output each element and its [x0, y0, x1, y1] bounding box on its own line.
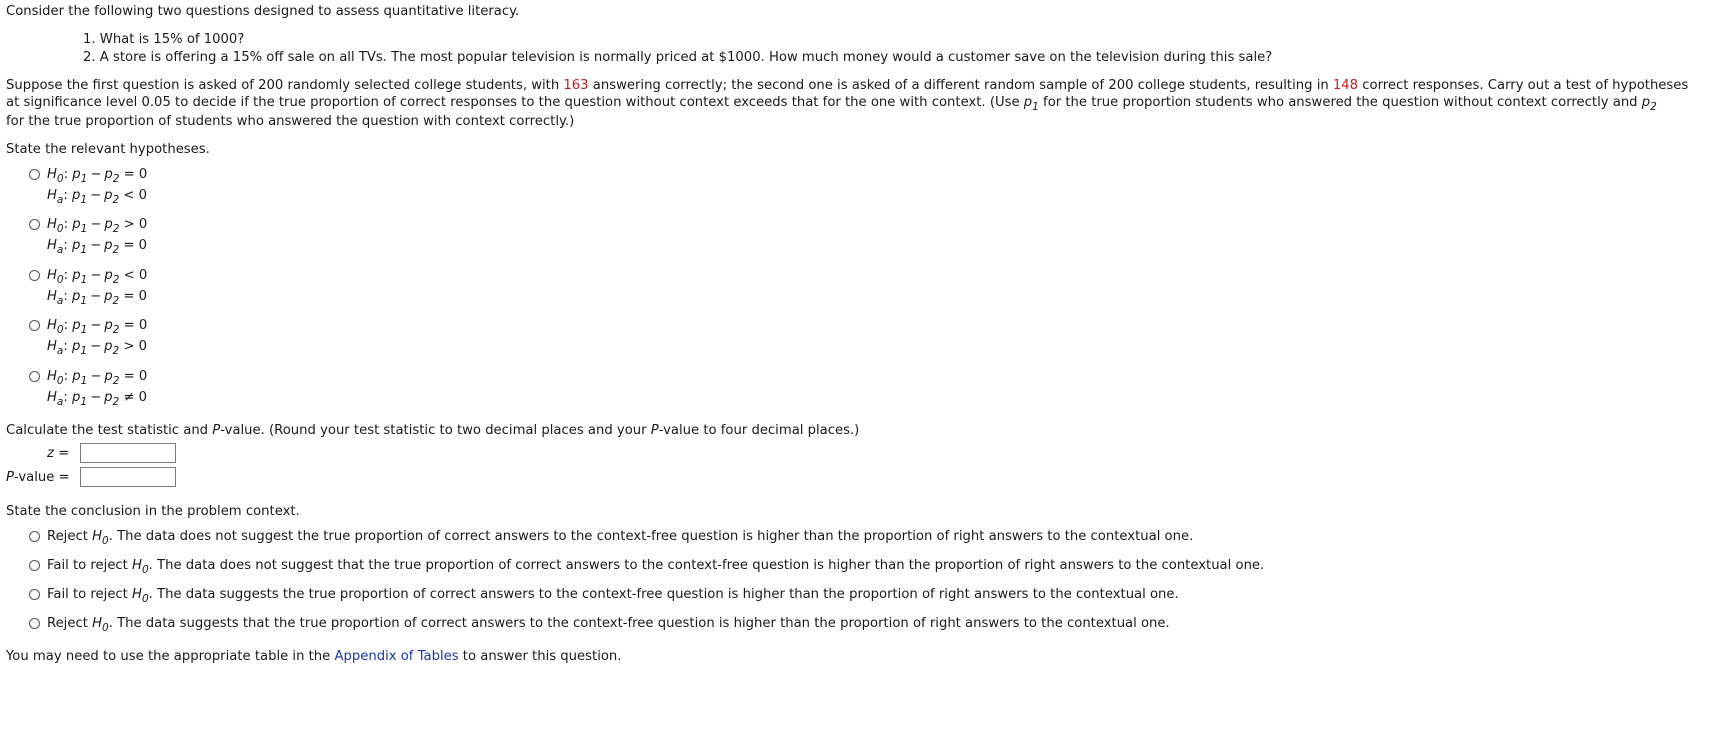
conclusion-radio[interactable]	[29, 560, 40, 571]
conclusion-prefix: Fail to reject	[47, 587, 133, 602]
conclusion-body: . The data suggests the true proportion of correct answers to the context-free question is higher than the proportion of right answers to the contextual one.	[148, 587, 1179, 602]
relation-symbol: =	[123, 167, 135, 182]
hypothesis-radio[interactable]	[29, 270, 40, 281]
count-second-sample: 148	[1332, 78, 1359, 93]
intro-text: Consider the following two questions designed to assess quantitative literacy.	[6, 4, 520, 19]
p2-symbol: $p_2$	[1641, 95, 1657, 113]
appendix-link[interactable]: Appendix of Tables	[334, 649, 459, 664]
footer-text: You may need to use the appropriate table in the	[6, 649, 335, 664]
p-symbol: P	[212, 423, 221, 438]
null-hypothesis: $H_0$: $p_1 - p_2 = 0$	[47, 318, 148, 336]
scenario-text: at significance level 0.05 to decide if the true proportion of correct responses to the question without context exceeds that for the one with context. (Use	[6, 95, 1024, 110]
hypothesis-value: 0	[138, 289, 148, 304]
relation-symbol: <	[123, 188, 135, 203]
question-2: 2. A store is offering a 15% off sale on all TVs. The most popular television is normally priced at $1000. How much money would a customer save on the television during this sale?	[83, 50, 1273, 65]
conclusion-option-text: Reject $H_0$. The data does not suggest the true proportion of correct answers to the context-free question is higher than the proportion of right answers to the contextual one.	[47, 529, 1194, 547]
hypothesis-radio[interactable]	[29, 169, 40, 180]
calc-text: Calculate the test statistic and	[6, 423, 213, 438]
hypothesis-radio[interactable]	[29, 219, 40, 230]
z-input[interactable]	[80, 443, 176, 463]
scenario-text: answering correctly; the second one is asked of a different random sample of 200 college students, resulting in	[588, 78, 1333, 93]
relation-symbol: =	[123, 369, 135, 384]
p-value-input[interactable]	[80, 467, 176, 487]
hypothesis-value: 0	[138, 268, 148, 283]
null-hypothesis: $H_0$: $p_1 - p_2 = 0$	[47, 369, 148, 387]
hypothesis-value: 0	[138, 188, 148, 203]
calc-text: -value. (Round your test statistic to two decimal places and your	[220, 423, 651, 438]
null-hypothesis: $H_0$: $p_1 - p_2 < 0$	[47, 268, 148, 286]
null-hypothesis: $H_0$: $p_1 - p_2 = 0$	[47, 167, 148, 185]
scenario-line-3: for the true proportion of students who answered the question with context correctly.)	[6, 114, 575, 129]
scenario-line-1	[6, 78, 1688, 93]
hypothesis-value: 0	[138, 339, 148, 354]
scenario-text: correct responses. Carry out a test of hypotheses	[1358, 78, 1689, 93]
null-hypothesis: $H_0$: $p_1 - p_2 > 0$	[47, 217, 148, 235]
alternative-hypothesis: $H_a$: $p_1 - p_2 < 0$	[47, 188, 148, 206]
conclusion-body: . The data suggests that the true proportion of correct answers to the context-free question is higher than the proportion of right answers to the contextual one.	[108, 616, 1170, 631]
conclusion-option-text: Reject $H_0$. The data suggests that the true proportion of correct answers to the context-free question is higher than the proportion of right answers to the contextual one.	[47, 616, 1170, 634]
relation-symbol: ≠	[123, 390, 135, 405]
p-value-text: -value	[13, 470, 55, 485]
p-symbol: P	[650, 423, 659, 438]
alternative-hypothesis: $H_a$: $p_1 - p_2 > 0$	[47, 339, 148, 357]
calc-text: -value to four decimal places.)	[658, 423, 860, 438]
alternative-hypothesis: $H_a$: $p_1 - p_2 = 0$	[47, 238, 148, 256]
hypothesis-value: 0	[138, 167, 148, 182]
conclusion-prompt: State the conclusion in the problem context.	[6, 504, 300, 519]
equals-sign: =	[58, 470, 70, 485]
p-value-label	[6, 470, 70, 485]
hypothesis-value: 0	[138, 390, 148, 405]
hypotheses-prompt: State the relevant hypotheses.	[6, 142, 210, 157]
question-1: 1. What is 15% of 1000?	[83, 32, 245, 47]
conclusion-radio[interactable]	[29, 618, 40, 629]
alternative-hypothesis: $H_a$: $p_1 - p_2 = 0$	[47, 289, 148, 307]
conclusion-option-text: Fail to reject $H_0$. The data suggests the true proportion of correct answers to the context-free question is higher than the proportion of right answers to the contextual one.	[47, 587, 1179, 605]
count-first-sample: 163	[563, 78, 589, 93]
footer-note	[6, 649, 621, 664]
alternative-hypothesis: $H_a$: $p_1 - p_2 \ne 0$	[47, 390, 148, 408]
conclusion-option-text: Fail to reject $H_0$. The data does not suggest that the true proportion of correct answers to the context-free question is higher than the proportion of right answers to the contextual one.	[47, 558, 1265, 576]
relation-symbol: =	[123, 289, 135, 304]
hypothesis-radio[interactable]	[29, 371, 40, 382]
conclusion-body: . The data does not suggest the true proportion of correct answers to the context-free question is higher than the proportion of right answers to the contextual one.	[108, 529, 1194, 544]
scenario-line-2	[6, 95, 1657, 113]
conclusion-prefix: Reject	[47, 616, 93, 631]
relation-symbol: >	[123, 217, 135, 232]
calc-prompt	[6, 423, 859, 438]
conclusion-body: . The data does not suggest that the true proportion of correct answers to the context-free question is higher than the proportion of right answers to the contextual one.	[148, 558, 1265, 573]
conclusion-radio[interactable]	[29, 589, 40, 600]
relation-symbol: >	[123, 339, 135, 354]
hypothesis-value: 0	[138, 369, 148, 384]
relation-symbol: =	[123, 238, 135, 253]
hypothesis-value: 0	[138, 318, 148, 333]
z-label	[47, 446, 69, 461]
hypothesis-radio[interactable]	[29, 320, 40, 331]
conclusion-radio[interactable]	[29, 531, 40, 542]
z-symbol: z	[47, 446, 54, 461]
hypothesis-value: 0	[138, 217, 148, 232]
relation-symbol: <	[123, 268, 135, 283]
hypothesis-value: 0	[138, 238, 148, 253]
p-symbol: P	[6, 470, 14, 485]
footer-text: to answer this question.	[458, 649, 622, 664]
p1-symbol: $p_1$	[1023, 95, 1039, 113]
relation-symbol: =	[123, 318, 135, 333]
conclusion-prefix: Fail to reject	[47, 558, 133, 573]
equals-sign: =	[58, 446, 70, 461]
conclusion-prefix: Reject	[47, 529, 93, 544]
scenario-text: Suppose the first question is asked of 200 randomly selected college students, with	[6, 78, 564, 93]
scenario-text: for the true proportion students who answered the question without context correctly and	[1038, 95, 1642, 110]
